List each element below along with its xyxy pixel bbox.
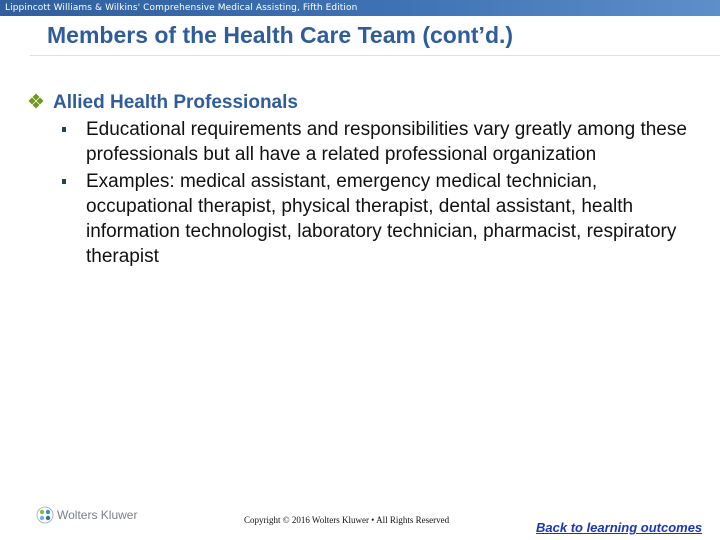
slide-title: Members of the Health Care Team (cont’d.) (47, 22, 514, 48)
sub-bullet-text: Examples: medical assistant, emergency medical technician, occupational therapist, physical therapist, dental assistant, health information technologist, laboratory technician, pharmacist, respiratory therapist (86, 171, 677, 267)
back-to-learning-outcomes-link[interactable]: Back to learning outcomes (536, 520, 703, 535)
header-bar (0, 0, 720, 16)
main-bullet (28, 91, 698, 115)
title-divider (30, 55, 720, 56)
sub-bullet-text: Educational requirements and responsibilities vary greatly among these professionals but all have a related professional organization (86, 119, 687, 165)
sub-bullet (28, 169, 698, 269)
sub-bullet (28, 117, 698, 167)
square-bullet-icon (62, 127, 66, 132)
wolters-kluwer-logo-icon (36, 506, 54, 524)
square-bullet-icon (62, 179, 66, 184)
book-title: Lippincott Williams & Wilkins' Comprehensive Medical Assisting, Fifth Edition (5, 3, 358, 13)
publisher-logo (36, 506, 137, 524)
main-point-text: Allied Health Professionals (53, 92, 298, 113)
copyright-notice: Copyright © 2016 Wolters Kluwer • All Rights Reserved (244, 515, 450, 525)
slide-content (28, 91, 698, 269)
diamond-bullet-icon (28, 93, 44, 109)
logo-text: Wolters Kluwer (57, 508, 138, 522)
